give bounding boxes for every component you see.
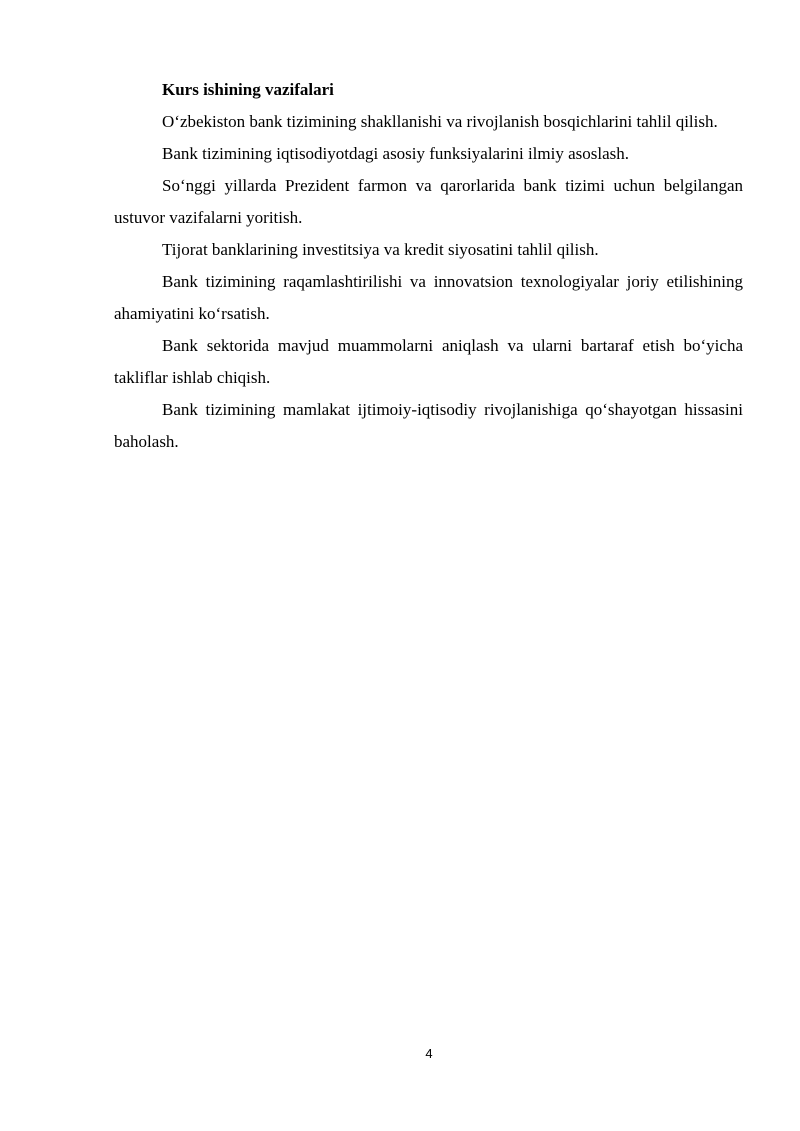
section-heading: Kurs ishining vazifalari — [162, 80, 334, 99]
task-paragraph-6: Bank sektorida mavjud muammolarni aniqlash va ularni bartaraf etish bo‘yicha takliflar ishlab chiqish. — [114, 336, 743, 387]
task-paragraph-5: Bank tizimining raqamlashtirilishi va innovatsion texnologiyalar joriy etilishining ahamiyatini ko‘rsatish. — [114, 272, 743, 323]
page-number: 4 — [425, 1046, 433, 1061]
document-body — [114, 74, 743, 458]
task-paragraph-4: Tijorat banklarining investitsiya va kredit siyosatini tahlil qilish. — [162, 240, 599, 259]
task-paragraph-1: O‘zbekiston bank tizimining shakllanishi va rivojlanish bosqichlarini tahlil qilish. — [162, 112, 718, 131]
task-paragraph-2: Bank tizimining iqtisodiyotdagi asosiy funksiyalarini ilmiy asoslash. — [162, 144, 629, 163]
task-paragraph-3: So‘nggi yillarda Prezident farmon va qarorlarida bank tizimi uchun belgilangan ustuvor vazifalarni yoritish. — [114, 176, 743, 227]
task-paragraph-7: Bank tizimining mamlakat ijtimoiy-iqtisodiy rivojlanishiga qo‘shayotgan hissasini baholash. — [114, 400, 743, 451]
